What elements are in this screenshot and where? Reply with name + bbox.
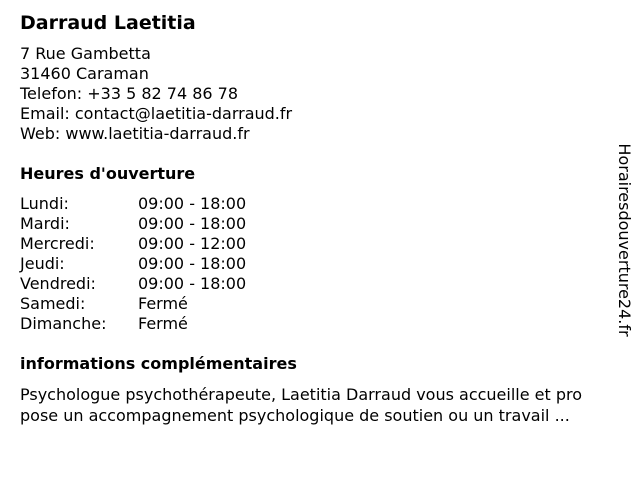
hours-row-sunday (20, 314, 338, 334)
email-line: Email: contact@laetitia-darraud.fr (20, 104, 293, 123)
hours-row-monday (20, 194, 338, 214)
business-name: Darraud Laetitia (20, 12, 196, 34)
hours-day: Dimanche: (20, 314, 107, 333)
hours-time: 09:00 - 18:00 (138, 194, 247, 213)
hours-time: Fermé (138, 314, 188, 333)
description-text (20, 384, 630, 426)
hours-row-thursday (20, 254, 338, 274)
hours-time: 09:00 - 12:00 (138, 234, 247, 253)
hours-time: Fermé (138, 294, 188, 313)
hours-day: Jeudi: (20, 254, 65, 273)
site-watermark: Horairesdouverture24.fr (615, 143, 634, 337)
hours-time: 09:00 - 18:00 (138, 214, 247, 233)
phone-line: Telefon: +33 5 82 74 86 78 (20, 84, 239, 103)
opening-hours-table (20, 194, 338, 334)
hours-day: Samedi: (20, 294, 86, 313)
hours-row-tuesday (20, 214, 338, 234)
hours-time: 09:00 - 18:00 (138, 274, 247, 293)
opening-hours-heading: Heures d'ouverture (20, 164, 196, 183)
address-city: 31460 Caraman (20, 64, 149, 83)
hours-row-friday (20, 274, 338, 294)
additional-info-heading: informations complémentaires (20, 354, 297, 373)
hours-day: Mardi: (20, 214, 70, 233)
description-line-2: pose un accompagnement psychologique de soutien ou un travail ... (20, 406, 570, 425)
description-line-1: Psychologue psychothérapeute, Laetitia Darraud vous accueille et pro (20, 385, 583, 404)
address-street: 7 Rue Gambetta (20, 44, 151, 63)
hours-day: Mercredi: (20, 234, 95, 253)
hours-row-wednesday (20, 234, 338, 254)
hours-row-saturday (20, 294, 338, 314)
hours-day: Vendredi: (20, 274, 96, 293)
website-line: Web: www.laetitia-darraud.fr (20, 124, 250, 143)
contact-block (20, 44, 292, 144)
hours-day: Lundi: (20, 194, 69, 213)
hours-time: 09:00 - 18:00 (138, 254, 247, 273)
